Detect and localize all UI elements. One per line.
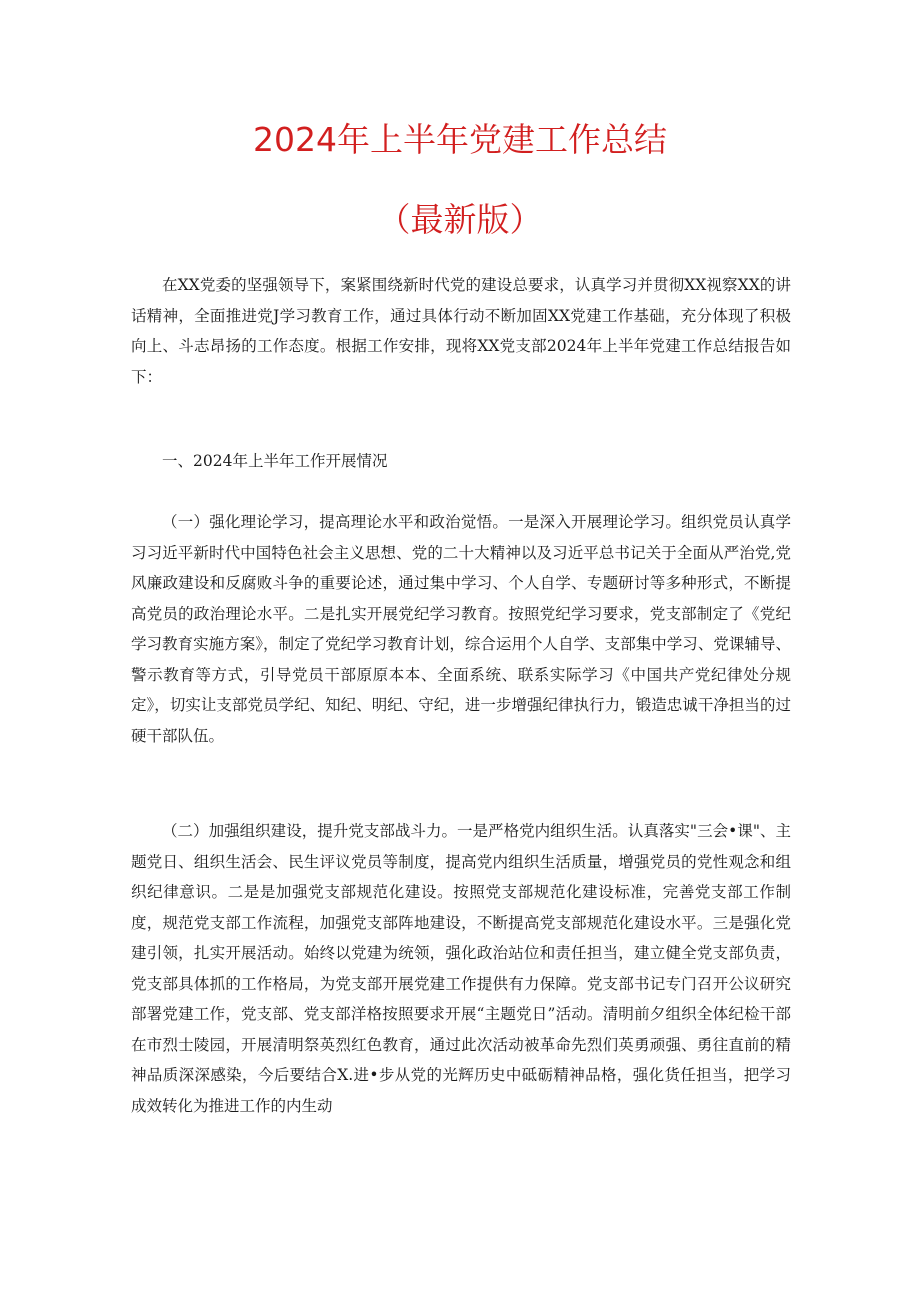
section-heading: 一、2024年上半年工作开展情况 — [162, 452, 388, 470]
document-subtitle: （最新版） — [377, 200, 543, 239]
paragraph-organization-building: （二）加强组织建设，提升党支部战斗力。一是严格党内组织生活。认真落实"三会•课"、主题党日、组织生活会、民生评议党员等制度，提高党内组织生活质量，增强党员的党性观念和组织纪律意识。二是是加强党支部规范化建设。按照党支部规范化建设标准，完善党支部工作制度，规范党支部工作流程，加强党支部阵地建设，不断提高党支部规范化建设水平。三是强化党建引领，扎实开展活动。始终以党建为统领，强化政治站位和责任担当，建立健全党支部负责，党支部具体抓的工作格局，为党支部开展党建工作提供有力保障。党支部书记专门召开公议研究部署党建工作，党支部、党支部洋格按照要求开展“主题党日”活动。清明前夕组织全体纪检干部在市烈士陵园，开展清明祭英烈红色教育，通过此次活动被革命先烈们英勇顽强、勇往直前的精神品质深深感染，今后要结合X.进•步从党的光辉历史中砥砺精神品格，强化货任担当，把学习成效转化为推进工作的内生动 — [131, 822, 791, 1115]
intro-paragraph: 在XX党委的坚强领导下，案紧围绕新时代党的建设总要求，认真学习并贯彻XX视察XX的讲话精神，全面推进党J学习教育工作，通过具体行动不断加固XX党建工作基础，充分体现了积极向上、斗志昂扬的工作态度。根据工作安排，现将XX党支部2024年上半年党建工作总结报告如下： — [131, 276, 791, 386]
document-title: 2024年上半年党建工作总结 — [253, 120, 667, 159]
paragraph-theory-study: （一）强化理论学习，提高理论水平和政治觉悟。一是深入开展理论学习。组织党员认真学习习近平新时代中国特色社会主义思想、党的二十大精神以及习近平总书记关于全面从严治党,党风廉政建设和反腐败斗争的重要论述，通过集中学习、个人自学、专题研讨等多种形式，不断提高党员的政治理论水平。二是扎实开展党纪学习教育。按照党纪学习要求，党支部制定了《党纪学习教育实施方案》，制定了党纪学习教育计划，综合运用个人自学、支部集中学习、党课辅导、警示教育等方式，引导党员干部原原本本、全面系统、联系实际学习《中国共产党纪律处分规定》，切实让支部党员学纪、知纪、明纪、守纪，进一步增强纪律执行力，锻造忠诚干净担当的过硬干部队伍。 — [131, 513, 791, 745]
